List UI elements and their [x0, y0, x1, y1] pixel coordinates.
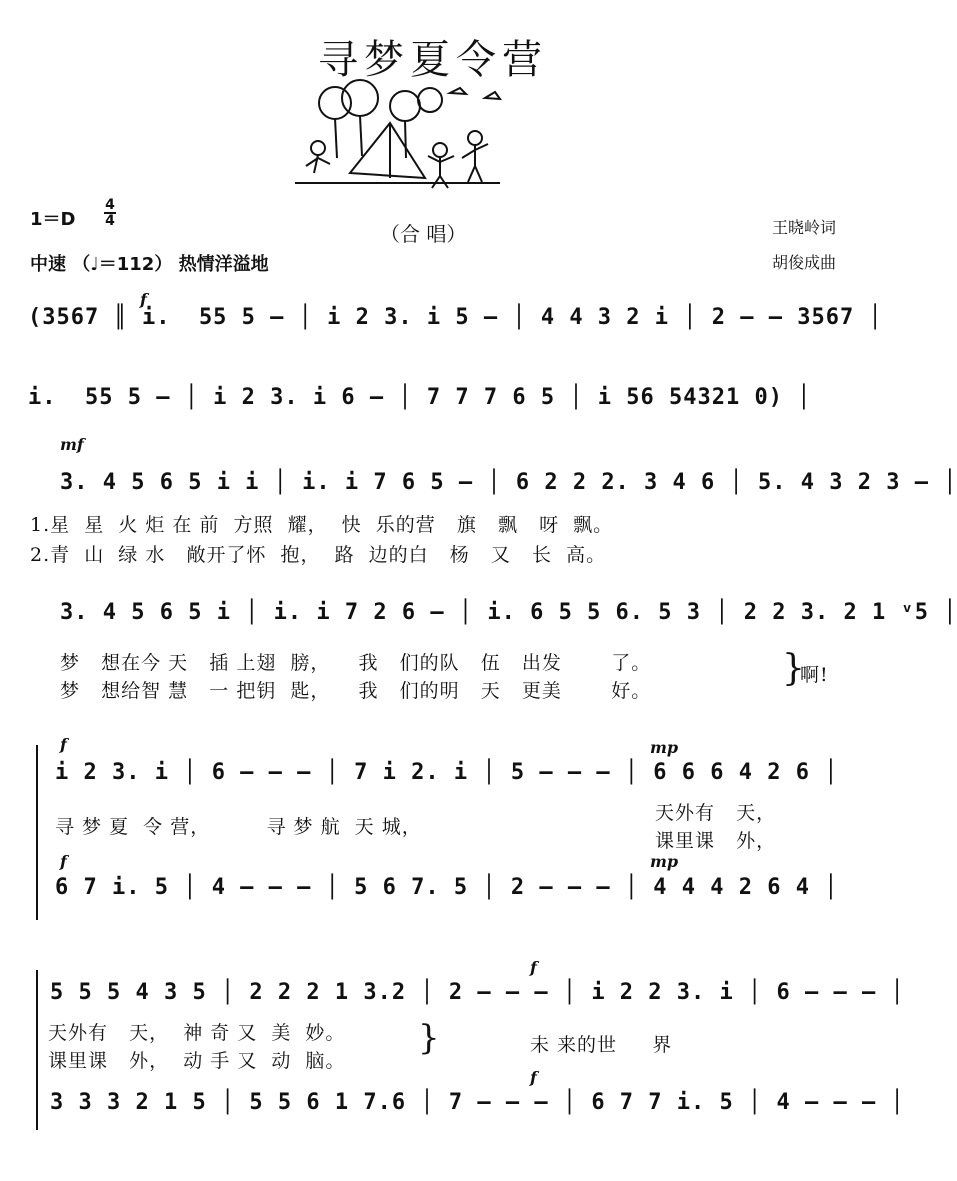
notation-row-2: i. 55 5 – │ i 2 3. i 6 – │ 7 7 7 6 5 │ i 56 54321 0) │	[28, 385, 812, 410]
page-title: 寻梦夏令营	[318, 37, 548, 83]
lyric-exclamation: 啊!	[800, 664, 829, 686]
notation-row-8: 3 3 3 2 1 5 │ 5 5 6 1 7.6 │ 7 – – – │ 6 7 7 i. 5 │ 4 – – – │	[50, 1090, 905, 1115]
notation-row-1: (3567 ║ i. 55 5 – │ i 2 3. i 5 – │ 4 4 3 2 i │ 2 – – 3567 │	[28, 305, 883, 330]
lyric-chorus2-end: 未 来的世 界	[530, 1034, 673, 1056]
lyric-chorus-alt2: 课里课 外，	[655, 830, 777, 852]
notation-row-4: 3. 4 5 6 5 i │ i. i 7 2 6 – │ i. 6 5 5 6. 5 3 │ 2 2 3. 2 1 ᵛ5 │	[60, 600, 957, 625]
composer-credit: 胡俊成曲	[771, 253, 836, 272]
tempo-marking: 中速 （♩＝112） 热情洋溢地	[30, 254, 269, 275]
ensemble-label: （合 唱）	[380, 222, 467, 246]
lyric-verse1-line2: 梦 想在今 天 插 上翅 膀， 我 们的队 伍 出发 了。	[60, 652, 652, 674]
lyric-verse2-line1: 2.青 山 绿 水 敞开了怀 抱， 路 边的白 杨 又 长 高。	[30, 544, 607, 566]
dynamic-forte-sys2: f	[530, 958, 537, 977]
dynamic-forte-sys2-lower: f	[530, 1068, 537, 1087]
lyric-verse2-line2: 梦 想给智 慧 一 把钥 匙， 我 们的明 天 更美 好。	[60, 680, 652, 702]
dynamic-mezzo-forte: mf	[60, 435, 84, 454]
time-signature	[104, 198, 116, 228]
verse-brace: }	[782, 648, 805, 689]
lyric-chorus-alt1: 天外有 天，	[655, 802, 777, 824]
lyric-chorus2-line1: 天外有 天， 神 奇 又 美 妙。	[48, 1022, 346, 1044]
notation-row-3: 3. 4 5 6 5 i i │ i. i 7 6 5 – │ 6 2 2 2. 3 4 6 │ 5. 4 3 2 3 – │	[60, 470, 957, 495]
time-numerator: 4	[105, 197, 115, 213]
lyric-verse1-line1: 1.星 星 火 炬 在 前 方照 耀， 快 乐的营 旗 飘 呀 飘。	[30, 514, 614, 536]
system-bracket-2	[36, 970, 38, 1130]
chorus2-brace: }	[418, 1018, 440, 1058]
notation-row-5: i 2 3. i │ 6 – – – │ 7 i 2. i │ 5 – – – │ 6 6 6 4 2 6 │	[55, 760, 839, 785]
dynamic-mezzo-piano: mp	[650, 738, 679, 757]
notation-row-6: 6 7 i. 5 │ 4 – – – │ 5 6 7. 5 │ 2 – – – │ 4 4 4 2 6 4 │	[55, 875, 839, 900]
lyric-chorus2-line2: 课里课 外， 动 手 又 动 脑。	[48, 1050, 346, 1072]
key-signature: 1＝D	[30, 209, 76, 230]
lyricist-credit: 王晓岭词	[771, 218, 836, 237]
system-bracket-1	[36, 745, 38, 920]
time-denominator: 4	[105, 213, 115, 229]
dynamic-mezzo-piano-lower: mp	[650, 852, 679, 871]
dynamic-forte-lower: f	[60, 852, 67, 871]
notation-row-7: 5 5 5 4 3 5 │ 2 2 2 1 3.2 │ 2 – – – │ i 2 2 3. i │ 6 – – – │	[50, 980, 905, 1005]
dynamic-forte: f	[140, 290, 147, 309]
camp-illustration	[290, 78, 505, 193]
dynamic-forte-chorus: f	[60, 735, 67, 754]
lyric-chorus-line1: 寻 梦 夏 令 营， 寻 梦 航 天 城，	[55, 816, 422, 838]
